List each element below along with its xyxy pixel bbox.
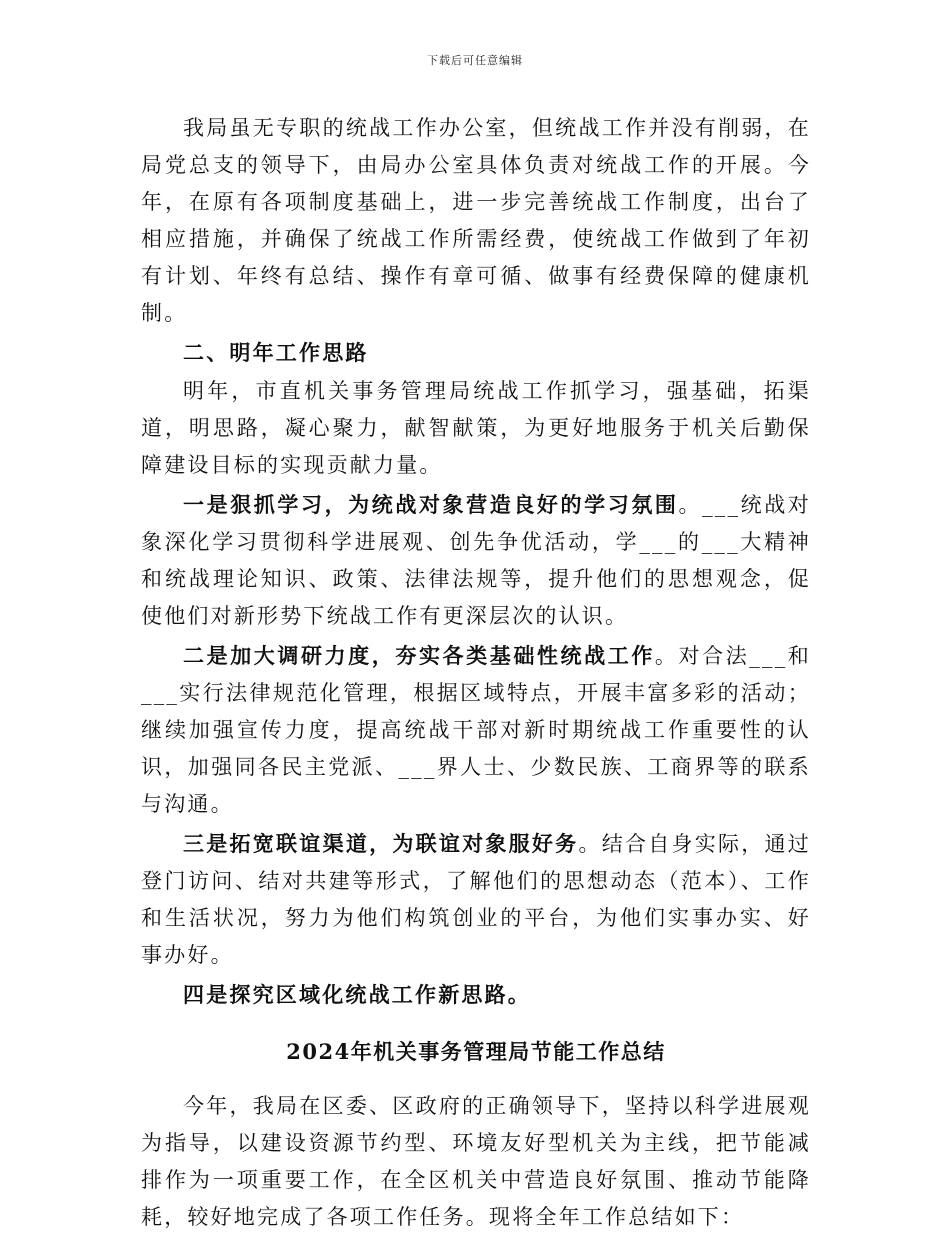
paragraph-next-year-intro: 明年，市直机关事务管理局统战工作抓学习，强基础，拓渠道，明思路，凝心聚力，献智献策，为更好地服务于机关后勤保障建设目标的实现贡献力量。 — [141, 379, 811, 477]
section-heading-next-year: 二、明年工作思路 — [183, 340, 369, 365]
document-title: 2024年机关事务管理局节能工作总结 — [286, 1039, 666, 1064]
page-header: 下载后可任意编辑 — [427, 54, 523, 67]
item-2-text: 。对合法___和___实行法律规范化管理，根据区域特点，开展丰富多彩的活动；继续加强宣传力度，提高统战干部对新时期统战工作重要性的认识，加强同各民主党派、___界人士、少数民族、工商界等的联系与沟通。 — [141, 644, 811, 816]
paragraph-unified-front-mechanism: 我局虽无专职的统战工作办公室，但统战工作并没有削弱，在局党总支的领导下，由局办公室具体负责对统战工作的开展。今年，在原有各项制度基础上，进一步完善统战工作制度，出台了相应措施，并确保了统战工作所需经费，使统战工作做到了年初有计划、年终有总结、操作有章可循、做事有经费保障的健康机制。 — [141, 116, 811, 325]
item-3-text: 。结合自身实际，通过登门访问、结对共建等形式，了解他们的思想动态（范本）、工作和生活状况，努力为他们构筑创业的平台，为他们实事办实、好事办好。 — [141, 832, 812, 967]
paragraph-item-2 — [141, 637, 811, 823]
paragraph-item-1 — [141, 486, 811, 635]
paragraph-item-4: 四是探究区域化统战工作新思路。 — [183, 982, 531, 1007]
item-3-lead: 三是拓宽联谊渠道，为联谊对象服好务 — [183, 831, 579, 856]
item-1-text: 。___统战对象深化学习贯彻科学进展观、创先争优活动，学___的___大精神和统战理论知识、政策、法律法规等，提升他们的思想观念，促使他们对新形势下统战工作有更深层次的认识。 — [141, 493, 811, 628]
document-body — [141, 110, 811, 1238]
item-1-lead: 一是狠抓学习，为统战对象营造良好的学习氛围 — [183, 492, 679, 517]
item-2-lead: 二是加大调研力度，夯实各类基础性统战工作 — [183, 643, 655, 668]
paragraph-energy-summary-intro: 今年，我局在区委、区政府的正确领导下，坚持以科学进展观为指导，以建设资源节约型、环境友好型机关为主线，把节能减排作为一项重要工作，在全区机关中营造良好氛围、推动节能降耗，较好地完成了各项工作任务。现将全年工作总结如下： — [141, 1094, 811, 1229]
paragraph-item-3 — [141, 825, 811, 974]
